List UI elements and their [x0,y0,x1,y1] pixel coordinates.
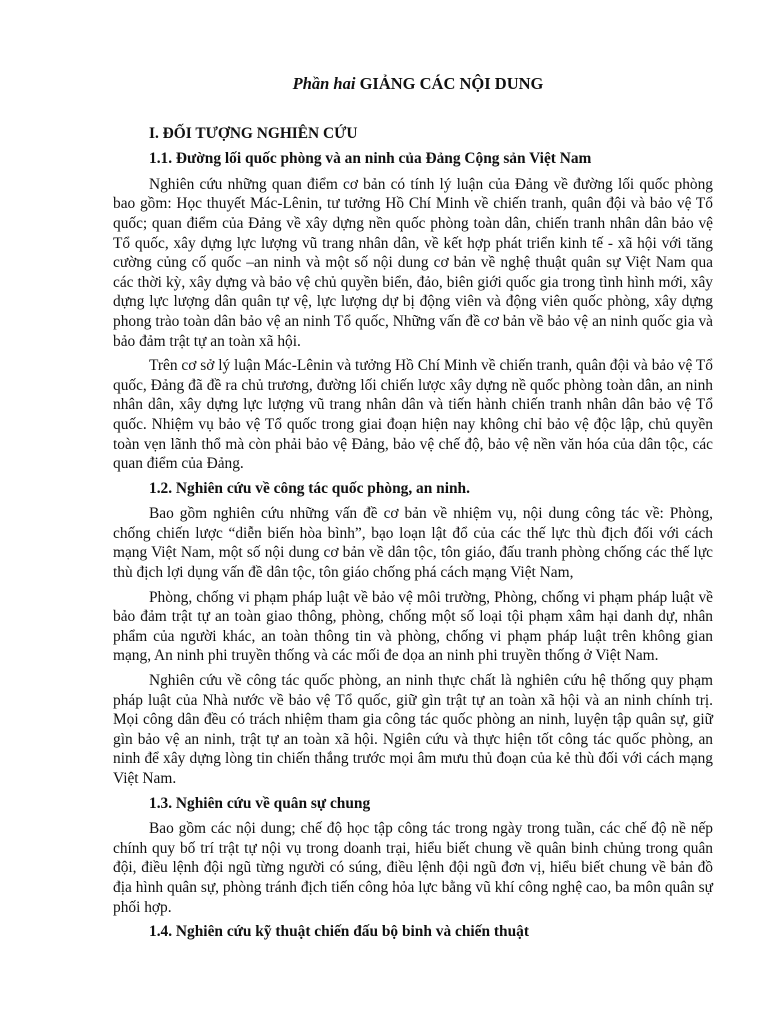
part-title [113,74,713,94]
paragraph: Bao gồm các nội dung; chế độ học tập công tác trong ngày trong tuần, các chế độ nề nếp chính quy bố trí trật tự nội vụ trong doanh trại, hiểu biết chung về quân binh chủng trong quân đội, điều lệnh đội ngũ từng người có súng, điều lệnh đội ngũ đơn vị, hiểu biết chung về bản đồ địa hình quân sự, phòng tránh địch tiến công hỏa lực bằng vũ khí công nghệ cao, ba môn quân sự phối hợp. [113,820,713,916]
paragraph: Phòng, chống vi phạm pháp luật về bảo vệ môi trường, Phòng, chống vi phạm pháp luật về bảo đảm trật tự an toàn giao thông, phòng, chống một số loại tội phạm xâm hại danh dự, nhân phẩm của người khác, an toàn thông tin và phòng, chống vi phạm pháp luật trên không gian mạng, An ninh phi truyền thống và các mối đe dọa an ninh phi truyền thống ở Việt Nam. [113,588,713,665]
part-title-text: GIẢNG CÁC NỘI DUNG [355,74,544,93]
section-heading: I. ĐỐI TƯỢNG NGHIÊN CỨU [149,124,358,142]
subsection-heading-1-4: 1.4. Nghiên cứu kỹ thuật chiến đấu bộ binh và chiến thuật [149,923,529,941]
paragraph: Trên cơ sở lý luận Mác-Lênin và tưởng Hồ Chí Minh về chiến tranh, quân đội và bảo vệ Tổ quốc, Đảng đã đề ra chủ trương, đường lối chiến lược xây dựng nề quốc phòng toàn dân, an ninh nhân dân, xây dựng lực lượng vũ trang nhân dân và tiến hành chiến tranh nhân dân bảo vệ Tổ quốc. Nhiệm vụ bảo vệ Tổ quốc trong giai đoạn hiện nay không chỉ bảo vệ độc lập, chủ quyền toàn vẹn lãnh thổ mà còn phải bảo vệ Đảng, bảo vệ chế độ, bảo vệ nền văn hóa của dân tộc, các quan điểm của Đảng. [113,357,713,473]
document-page [113,74,713,948]
subsection-heading-1-3: 1.3. Nghiên cứu về quân sự chung [149,794,371,812]
paragraph: Bao gồm nghiên cứu những vấn đề cơ bản về nhiệm vụ, nội dung công tác về: Phòng, chống chiến lược “diễn biến hòa bình”, bạo loạn lật đổ của các thế lực thù địch đối với cách mạng Việt Nam, một số nội dung cơ bản về dân tộc, tôn giáo, đấu tranh phòng chống các thế lực thù địch lợi dụng vấn đề dân tộc, tôn giáo chống phá cách mạng Việt Nam, [113,505,713,582]
subsection-heading-1-1: 1.1. Đường lối quốc phòng và an ninh của Đảng Cộng sản Việt Nam [149,150,592,168]
paragraph: Nghiên cứu về công tác quốc phòng, an ninh thực chất là nghiên cứu hệ thống quy phạm pháp luật của Nhà nước về bảo vệ Tổ quốc, giữ gìn trật tự an toàn xã hội và an ninh chính trị. Mọi công dân đều có trách nhiệm tham gia công tác quốc phòng an ninh, luyện tập quân sự, giữ gìn bảo vệ an ninh, trật tự an toàn xã hội. Ngiên cứu và thực hiện tốt công tác quốc phòng, an ninh để xây dựng lòng tin chiến thắng trước mọi âm mưu thủ đoạn của kẻ thù đối với cách mạng Việt Nam. [113,672,713,787]
paragraph: Nghiên cứu những quan điểm cơ bản có tính lý luận của Đảng về đường lối quốc phòng bao gồm: Học thuyết Mác-Lênin, tư tưởng Hồ Chí Minh về chiến tranh, quân đội và bảo vệ Tổ quốc; quan điểm của Đảng về xây dựng nền quốc phòng toàn dân, chiến tranh nhân dân bảo vệ Tổ quốc, xây dựng lực lượng vũ trang nhân dân, về kết hợp phát triển kinh tế - xã hội với tăng cường củng cố quốc –an ninh và một số nội dung cơ bản về nghệ thuật quân sự Việt Nam qua các thời kỳ, xây dựng và bảo vệ chủ quyền biển, đảo, biên giới quốc gia trong tình hình mới, xây dựng lực lượng dân quân tự vệ, lực lượng dự bị động viên và động viên quốc phòng, xây dựng phong trào toàn dân bảo vệ an ninh Tổ quốc, Những vấn đề cơ bản về bảo vệ an ninh quốc gia và bảo đảm trật tự an toàn xã hội. [113,175,713,350]
part-title-italic: Phần hai [292,74,356,93]
subsection-heading-1-2: 1.2. Nghiên cứu về công tác quốc phòng, an ninh. [149,479,470,497]
